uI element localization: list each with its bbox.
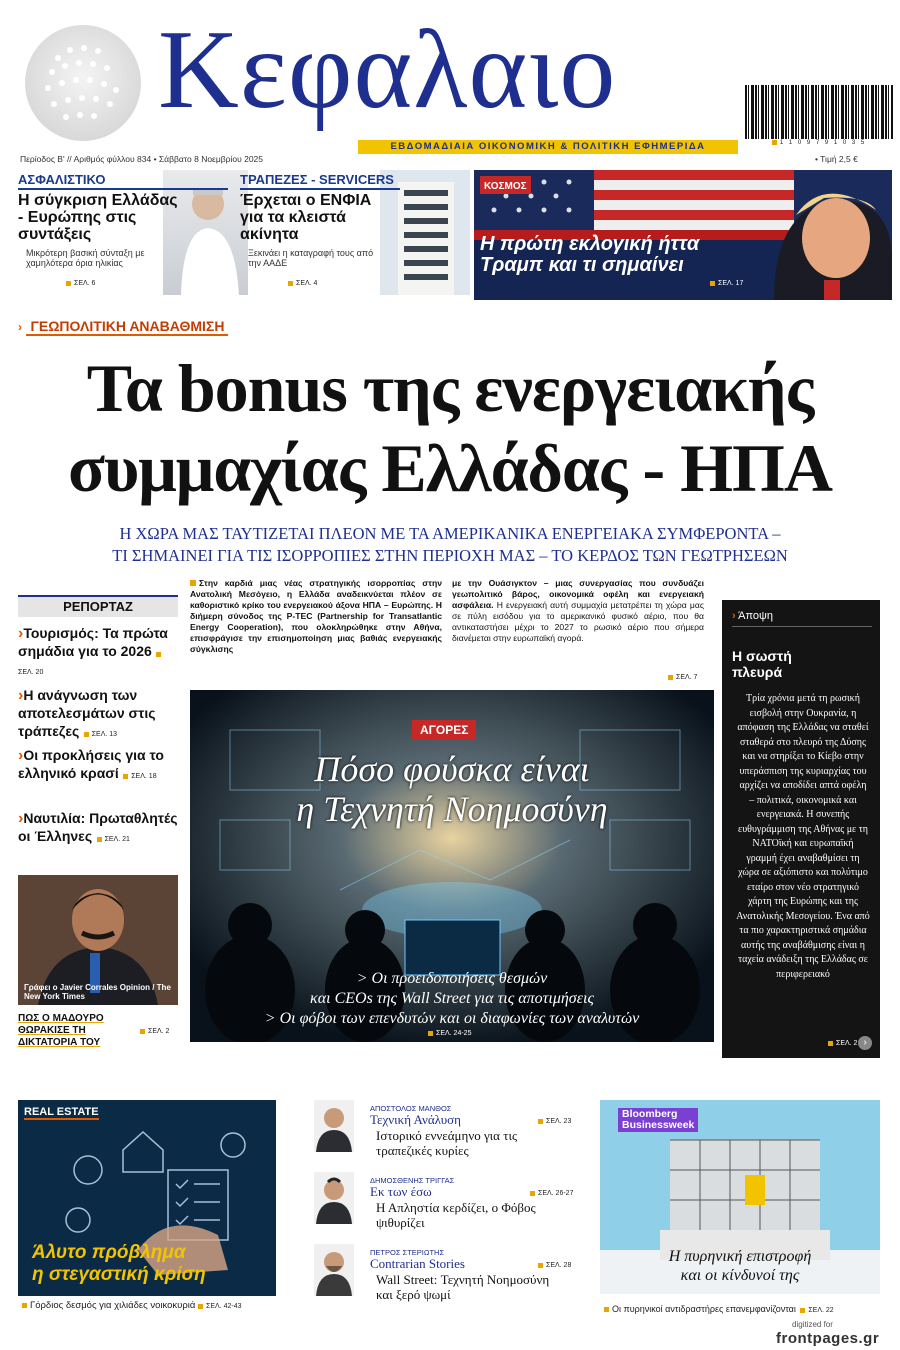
footer-site[interactable]: frontpages.gr — [776, 1330, 880, 1347]
barcode-number: 1 1 0 9 7 9 1 0 3 5 — [745, 140, 893, 146]
arrow-right-icon: › — [18, 687, 24, 704]
reportaz-item-text: Οι προκλήσεις για το ελληνικό κρασί — [18, 747, 164, 781]
opinion-headline: Η σωστή πλευρά — [732, 648, 792, 680]
footer-digitized: digitized for — [792, 1320, 833, 1329]
reportaz-item-page: ΣΕΛ. 13 — [84, 731, 117, 738]
lead-headline-line2: συμμαχίας Ελλάδας - ΗΠΑ — [67, 430, 833, 506]
arrow-right-icon: › — [18, 747, 24, 764]
arrow-right-icon: › — [732, 610, 736, 622]
insurance-page: ΣΕΛ. 6 — [66, 280, 95, 287]
column-title: Ιστορικό εννεάμηνο για τις τραπεζικές κυρίες — [376, 1128, 518, 1158]
world-page: ΣΕΛ. 17 — [710, 280, 743, 287]
opinion-body: Τρία χρόνια μετά τη ρωσική εισβολή στην Ουκρανία, η απόφαση της Ελλάδας να σταθεί σταθερά στο πλευρό της Δύσης και να στηρίξει το Κίεβο στην υπεράσπιση της κυριαρχίας του αρχίζει να αποδίδει απτά οφέλη – πολιτικά, οικονομικά και ενεργειακά. Η συνεπής ευθυγράμμιση της Αθήνας με τη ΝΑΤΟϊκή και ευρωπαϊκή γραμμή έχει αναβαθμίσει τη χώρα σε αξιόπιστο και πολύτιμο εταίρο στον νέο στρατηγικό χάρτη της Ευρώπης και της Ανατολικής Μεσογείου. Ένα από τα πιο χαρακτηριστικά σημάδια αυτής της αναβάθμισης είναι η ταχεία ανάδειξη της Ελλάδας σε περιφερειακό — [736, 693, 870, 980]
lead-body-col2-text: Η ενεργειακή αυτή συμμαχία μετατρέπει τη χώρα μας σε πύλη εισόδου για το αμερικανικό φυσικό αέριο, που θα αντικαταστήσει μέχρι το 2027 το ρωσικό αέριο που σήμερα διανέμεται στην ευρωπαϊκή αγορά. — [452, 600, 704, 643]
author-avatar — [314, 1172, 354, 1224]
top-story-banks[interactable] — [240, 170, 465, 300]
top-story-insurance[interactable] — [18, 170, 233, 300]
bloomberg-headline-line2: και οι κίνδυνοί της — [680, 1267, 800, 1284]
opinion-panel[interactable] — [722, 600, 880, 1058]
column-item[interactable] — [300, 1172, 580, 1242]
feature-page: ΣΕΛ. 24-25 — [428, 1030, 471, 1037]
column-item[interactable] — [300, 1100, 580, 1170]
insurance-sub: Μικρότερη βασική σύνταξη με χαμηλότερα όρια ηλικίας — [26, 248, 145, 268]
bloomberg-box[interactable] — [600, 1100, 880, 1318]
reportaz-item-text: Ναυτιλία: Πρωταθλητές οι Έλληνες — [18, 810, 178, 844]
lead-deck-line1: Η ΧΩΡΑ ΜΑΣ ΤΑΥΤΙΖΕΤΑΙ ΠΛΕΟΝ ΜΕ ΤΑ ΑΜΕΡΙΚΑΝΙΚΑ ΕΝΕΡΓΕΙΑΚΑ ΣΥΜΦΕΡΟΝΤΑ – — [119, 524, 781, 543]
reportaz-item[interactable] — [18, 810, 178, 846]
column-author: ΔΗΜΟΣΘΕΝΗΣ ΤΡΙΓΓΑΣ — [370, 1176, 455, 1185]
gold-square-icon — [190, 580, 196, 586]
opinion-tag-text: Άποψη — [738, 610, 773, 622]
maduro-headline[interactable]: ΠΩΣ Ο ΜΑΔΟΥΡΟ ΘΩΡΑΚΙΣΕ ΤΗ ΔΙΚΤΑΤΟΡΙΑ ΤΟΥ — [18, 1013, 104, 1048]
masthead-title: Κεφαλαιο — [158, 8, 617, 132]
arrow-right-icon: › — [18, 625, 24, 642]
column-author: ΑΠΟΣΤΟΛΟΣ ΜΑΝΘΟΣ — [370, 1104, 452, 1113]
reportaz-item-page: ΣΕΛ. 21 — [97, 836, 130, 843]
feature-tag: ΑΓΟΡΕΣ — [420, 723, 469, 737]
tagline: ΕΒΔΟΜΑΔΙΑΙΑ ΟΙΚΟΝΟΜΙΚΗ & ΠΟΛΙΤΙΚΗ ΕΦΗΜΕΡΙΔΑ — [390, 141, 706, 152]
reportaz-item[interactable] — [18, 687, 178, 741]
real-estate-headline-line2: η στεγαστική κρίση — [32, 1264, 206, 1285]
reportaz-item-page: ΣΕΛ. 18 — [123, 773, 156, 780]
world-headline: Η πρώτη εκλογική ήττα Τραμπ και τι σημαίνει — [480, 233, 700, 276]
reportaz-item[interactable] — [18, 747, 178, 783]
arrow-right-icon: › — [18, 320, 22, 334]
issue-info: Περίοδος Β' // Αριθμός φύλλου 834 • Σάββατο 8 Νοεμβρίου 2025 — [20, 154, 264, 164]
price: • Τιμή 2,5 € — [815, 154, 858, 164]
real-estate-headline-line1: Άλυτο πρόβλημα — [32, 1242, 186, 1263]
reportaz-header — [18, 595, 178, 617]
bloomberg-brand-box — [618, 1108, 698, 1132]
arrow-right-icon: › — [18, 810, 24, 827]
feature-tag-box — [412, 720, 476, 740]
maduro-caption: Γράφει ο Javier Corrales Opinion / The New York Times — [24, 983, 171, 1001]
world-kicker: ΚΟΣΜΟΣ — [484, 181, 527, 192]
column-title: Η Απληστία κερδίζει, ο Φόβος ψιθυρίζει — [376, 1200, 536, 1230]
nuclear-plant-photo — [600, 1100, 880, 1318]
top-story-world[interactable] — [474, 170, 892, 300]
world-kicker-box — [480, 176, 531, 194]
column-name: Contrarian Stories — [370, 1256, 465, 1271]
real-estate-sub-row — [18, 1296, 276, 1318]
real-estate-box[interactable] — [18, 1100, 276, 1318]
feature-bullet1-line2: και CEOs της Wall Street για τις αποτιμήσεις — [310, 990, 594, 1007]
reportaz-item[interactable] — [18, 625, 178, 679]
reportaz-item-text: Τουρισμός: Τα πρώτα σημάδια για το 2026 — [18, 625, 168, 659]
opinion-tag — [732, 610, 773, 622]
lead-body-col2 — [452, 578, 704, 644]
reportaz-item-text: Η ανάγνωση των αποτελεσμάτων στις τράπεζες — [18, 687, 156, 739]
opinion-tag-rule — [732, 626, 872, 627]
lead-body-col1-text: Στην καρδιά μιας νέας στρατηγικής ισορροπίας στην Ανατολική Μεσόγειο, η Ελλάδα αναδεικνύεται πλέον σε καθοριστικό κρίκο του ενεργειακού άξονα ΗΠΑ – Ευρώπης. Η διήμερη σύνοδος της P-TEC (Partnership for Transatlantic Energy Cooperation), που ολοκληρώθηκε στην Αθήνα, επισφράγισε την επισημοποίηση μιας βαθιάς ενεργειακής σύγκλισης — [190, 578, 442, 654]
column-name: Τεχνική Ανάλυση — [370, 1112, 461, 1127]
masthead — [0, 0, 900, 170]
column-page: ΣΕΛ. 26-27 — [530, 1190, 573, 1197]
column-page: ΣΕΛ. 28 — [538, 1262, 571, 1269]
lead-kicker: ΓΕΩΠΟΛΙΤΙΚΗ ΑΝΑΒΑΘΜΙΣΗ — [26, 318, 228, 336]
real-estate-tag: REAL ESTATE — [24, 1106, 99, 1118]
insurance-headline: Η σύγκριση Ελλάδας - Ευρώπης στις συντάξεις — [18, 192, 178, 243]
column-author: ΠΕΤΡΟΣ ΣΤΕΡΙΩΤΗΣ — [370, 1248, 445, 1257]
barcode — [745, 85, 893, 139]
real-estate-page: ΣΕΛ. 42-43 — [198, 1303, 241, 1310]
bloomberg-headline-line1: Η πυρηνική επιστροφή — [668, 1248, 812, 1265]
reportaz-panel — [18, 595, 178, 1065]
feature-bullet1-line1: > Οι προειδοποιήσεις θεσμών — [356, 970, 548, 987]
column-name: Εκ των έσω — [370, 1184, 432, 1199]
lead-page: ΣΕΛ. 7 — [668, 674, 697, 681]
lead-headline-line1: Τα bonus της ενεργειακής — [86, 350, 814, 426]
banks-sub: Ξεκινάει η καταγραφή τους από την ΑΑΔΕ — [248, 248, 374, 268]
next-arrow-icon[interactable]: › — [858, 1036, 872, 1050]
column-title: Wall Street: Τεχνητή Νοημοσύνη και ξερό ψωμί — [376, 1272, 550, 1302]
bloomberg-sub-row — [600, 1294, 880, 1318]
bloomberg-brand-line2: Businessweek — [622, 1119, 695, 1131]
maduro-page: ΣΕΛ. 2 — [140, 1028, 169, 1035]
feature-title-line2: η Τεχνητή Νοημοσύνη — [296, 789, 608, 829]
bloomberg-sub: Οι πυρηνικοί αντιδραστήρες επανεμφανίζονται — [604, 1304, 796, 1314]
feature-ai[interactable] — [190, 690, 714, 1042]
author-avatar — [314, 1244, 354, 1296]
feature-bullet2: > Οι φόβοι των επενδυτών και οι διαφωνίες των αναλυτών — [264, 1010, 640, 1027]
reportaz-title: ΡΕΠΟΡΤΑΖ — [63, 599, 133, 614]
column-page: ΣΕΛ. 23 — [538, 1118, 571, 1125]
bloomberg-brand-line1: Bloomberg — [622, 1108, 678, 1120]
lead-deck-line2: ΤΙ ΣΗΜΑΙΝΕΙ ΓΙΑ ΤΙΣ ΙΣΟΡΡΟΠΙΕΣ ΣΤΗΝ ΠΕΡΙΟΧΗ ΜΑΣ – ΤΟ ΚΕΡΔΟΣ ΤΩΝ ΓΕΩΤΡΗΣΕΩΝ — [112, 546, 788, 565]
banks-headline: Έρχεται ο ΕΝΦΙΑ για τα κλειστά ακίνητα — [240, 192, 372, 243]
lead-kicker-row — [18, 318, 338, 338]
globe-logo-icon — [18, 18, 148, 148]
insurance-kicker-rule — [18, 188, 228, 190]
bloomberg-page: ΣΕΛ. 22 — [800, 1307, 833, 1314]
author-avatar — [314, 1100, 354, 1152]
opinion-page: ΣΕΛ. 2 — [828, 1040, 857, 1047]
banks-kicker-rule — [240, 188, 400, 190]
lead-body-col2-bold: με την Ουάσιγκτον – μιας συνεργασίας που συνδυάζει γεωπολιτικό βάρος, οικονομικά οφέλη και ενεργειακή ασφάλεια. — [452, 578, 704, 610]
reportaz-item-page: ΣΕΛ. 20 — [18, 651, 164, 676]
columns-list — [300, 1100, 580, 1318]
lead-body-col1 — [190, 578, 442, 655]
banks-kicker: ΤΡΑΠΕΖΕΣ - SERVICERS — [240, 172, 394, 187]
insurance-kicker: ΑΣΦΑΛΙΣΤΙΚΟ — [18, 172, 106, 187]
banks-page: ΣΕΛ. 4 — [288, 280, 317, 287]
feature-title-line1: Πόσο φούσκα είναι — [314, 749, 590, 789]
column-item[interactable] — [300, 1244, 580, 1314]
real-estate-sub: Γόρδιος δεσμός για χιλιάδες νοικοκυριά — [22, 1300, 195, 1311]
